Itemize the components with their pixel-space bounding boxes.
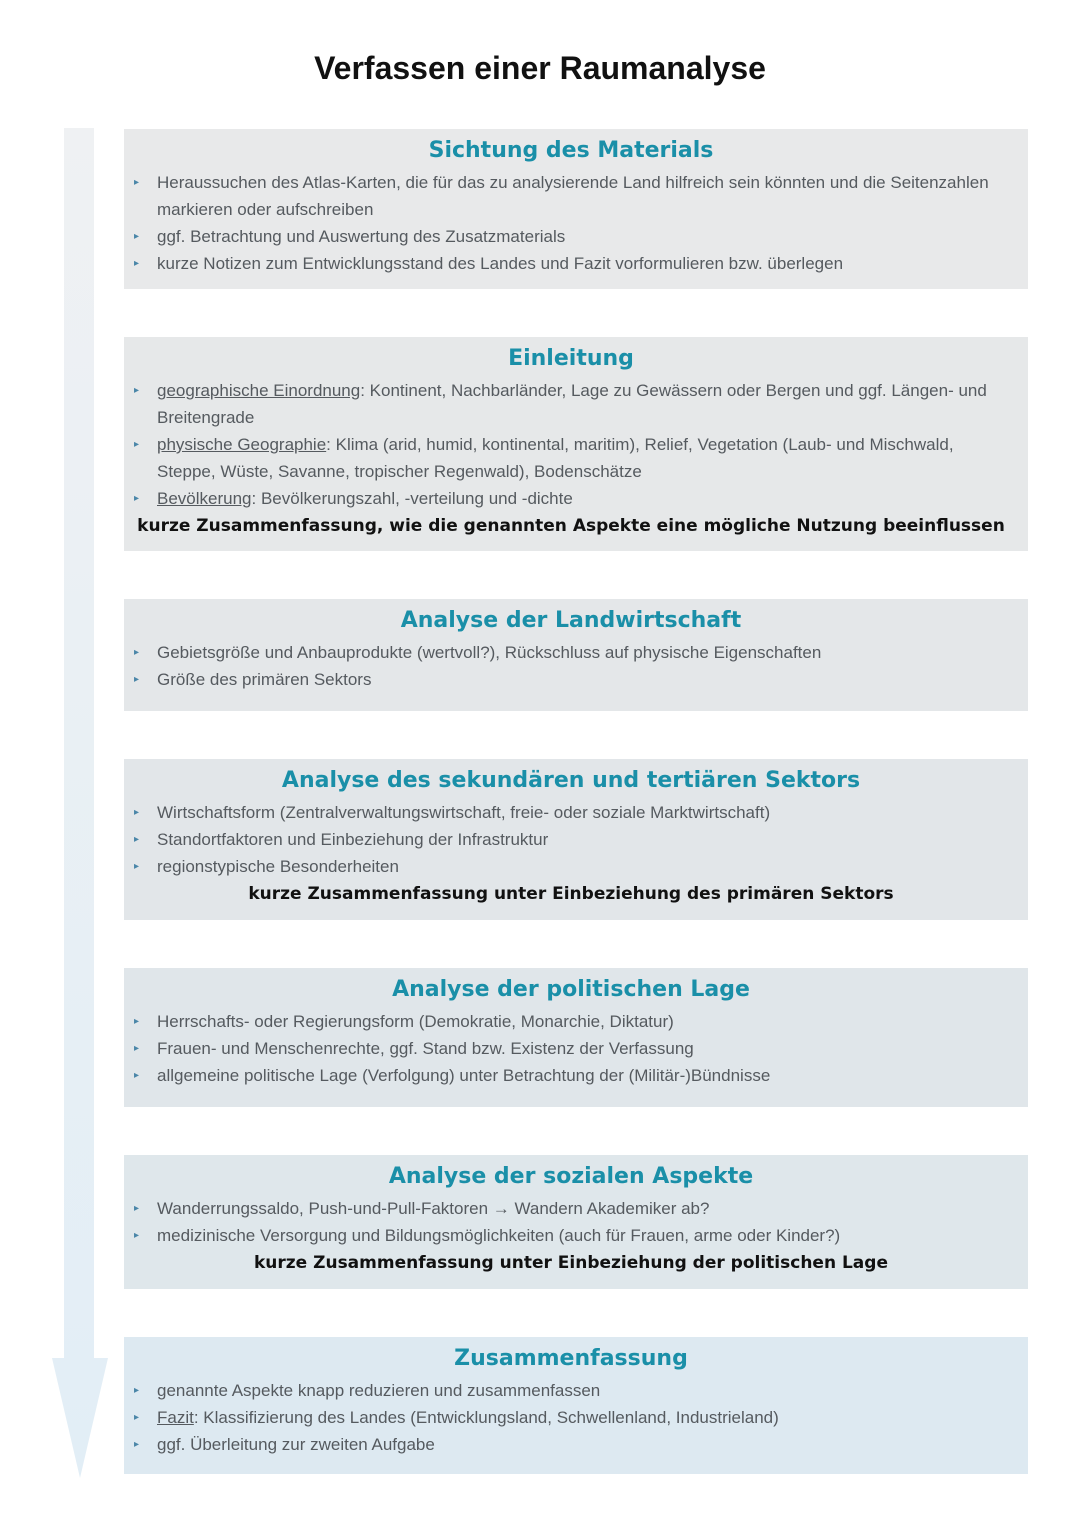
section-soziale-aspekte xyxy=(124,1155,1028,1289)
item-list xyxy=(134,1377,1008,1458)
section-sekundaer-tertiaer xyxy=(124,759,1028,920)
list-item xyxy=(134,250,1008,277)
page-title: Verfassen einer Raumanalyse xyxy=(314,50,766,86)
bullet-icon: ▸ xyxy=(134,647,140,658)
bullet-icon: ▸ xyxy=(134,177,140,188)
list-item xyxy=(134,377,1008,431)
section-zusammenfassung xyxy=(124,1337,1028,1474)
list-item xyxy=(134,1377,1008,1404)
bullet-icon: ▸ xyxy=(134,1439,140,1450)
list-item xyxy=(134,853,1008,880)
section-title: Analyse des sekundären und tertiären Sektors xyxy=(281,768,861,793)
list-item xyxy=(134,799,1008,826)
item-text: medizinische Versorgung und Bildungsmöglichkeiten (auch für Frauen, arme oder Kinder?) xyxy=(157,1226,841,1245)
item-text: Gebietsgröße und Anbauprodukte (wertvoll?), Rückschluss auf physische Eigenschaften xyxy=(157,643,822,662)
item-text: genannte Aspekte knapp reduzieren und zusammenfassen xyxy=(157,1381,601,1400)
bullet-icon: ▸ xyxy=(134,258,140,269)
list-item xyxy=(134,1431,1008,1458)
item-text: kurze Notizen zum Entwicklungsstand des Landes und Fazit vorformulieren bzw. überlegen xyxy=(157,254,844,273)
item-key: Fazit xyxy=(157,1408,194,1427)
item-key: geographische Einordnung xyxy=(157,381,361,400)
bullet-icon: ▸ xyxy=(134,1385,140,1396)
bullet-icon: ▸ xyxy=(134,1412,140,1423)
list-item xyxy=(134,485,1008,512)
bullet-icon: ▸ xyxy=(134,493,140,504)
item-list xyxy=(134,639,1008,693)
item-text: ggf. Überleitung zur zweiten Aufgabe xyxy=(157,1435,435,1454)
item-text: : Klima (arid, humid, kontinental, maritim), Relief, Vegetation (Laub- und Mischwald, Steppe, Wüste, Savanne, tropischer Regenwald), Bodenschätze xyxy=(157,435,954,481)
flow-arrow-icon xyxy=(52,128,108,1478)
item-list xyxy=(134,1195,1008,1249)
section-title: Analyse der Landwirtschaft xyxy=(400,608,742,633)
item-text: : Bevölkerungszahl, -verteilung und -dichte xyxy=(251,489,573,508)
bullet-icon: ▸ xyxy=(134,1043,140,1054)
bullet-icon: ▸ xyxy=(134,674,140,685)
list-item xyxy=(134,1035,1008,1062)
bullet-icon: ▸ xyxy=(134,231,140,242)
bullet-icon: ▸ xyxy=(134,1203,140,1214)
bullet-icon: ▸ xyxy=(134,861,140,872)
list-item xyxy=(134,431,1008,485)
list-item xyxy=(134,223,1008,250)
bullet-icon: ▸ xyxy=(134,1230,140,1241)
item-text: allgemeine politische Lage (Verfolgung) unter Betrachtung der (Militär-)Bündnisse xyxy=(157,1066,771,1085)
bullet-icon: ▸ xyxy=(134,1016,140,1027)
list-item xyxy=(134,1222,1008,1249)
bullet-icon: ▸ xyxy=(134,807,140,818)
item-text: Standortfaktoren und Einbeziehung der Infrastruktur xyxy=(157,830,549,849)
section-summary: kurze Zusammenfassung unter Einbeziehung des primären Sektors xyxy=(248,884,894,904)
item-list xyxy=(134,169,1008,277)
item-list xyxy=(134,799,1008,880)
item-text: Heraussuchen des Atlas-Karten, die für das zu analysierende Land hilfreich sein könnten und die Seitenzahlen markieren oder aufschreiben xyxy=(157,173,989,219)
section-einleitung xyxy=(124,337,1028,551)
bullet-icon: ▸ xyxy=(134,1070,140,1081)
item-text: regionstypische Besonderheiten xyxy=(157,857,399,876)
section-landwirtschaft xyxy=(124,599,1028,711)
list-item xyxy=(134,826,1008,853)
item-text: Herrschafts- oder Regierungsform (Demokratie, Monarchie, Diktatur) xyxy=(157,1012,674,1031)
item-text: Wanderrungssaldo, Push-und-Pull-Faktoren → Wandern Akademiker ab? xyxy=(157,1199,710,1218)
item-key: Bevölkerung xyxy=(157,489,252,508)
item-list xyxy=(134,377,1008,512)
section-summary: kurze Zusammenfassung, wie die genannten Aspekte eine mögliche Nutzung beeinflussen xyxy=(137,516,1005,536)
item-text: : Klassifizierung des Landes (Entwicklungsland, Schwellenland, Industrieland) xyxy=(193,1408,779,1427)
bullet-icon: ▸ xyxy=(134,834,140,845)
list-item xyxy=(134,169,1008,223)
list-item xyxy=(134,1195,1008,1222)
item-key: physische Geographie xyxy=(157,435,327,454)
section-title: Analyse der politischen Lage xyxy=(392,977,750,1002)
bullet-icon: ▸ xyxy=(134,385,140,396)
section-sichtung xyxy=(124,129,1028,289)
section-summary: kurze Zusammenfassung unter Einbeziehung der politischen Lage xyxy=(254,1253,888,1273)
item-text: Größe des primären Sektors xyxy=(157,670,372,689)
item-list xyxy=(134,1008,1008,1089)
item-text: Wirtschaftsform (Zentralverwaltungswirtschaft, freie- oder soziale Marktwirtschaft) xyxy=(157,803,771,822)
section-title: Einleitung xyxy=(508,346,634,371)
item-text: Frauen- und Menschenrechte, ggf. Stand bzw. Existenz der Verfassung xyxy=(157,1039,694,1058)
item-text: : Kontinent, Nachbarländer, Lage zu Gewässern oder Bergen und ggf. Längen- und Breitengrade xyxy=(157,381,987,427)
list-item xyxy=(134,639,1008,666)
list-item xyxy=(134,1404,1008,1431)
section-politische-lage xyxy=(124,968,1028,1107)
list-item xyxy=(134,1062,1008,1089)
list-item xyxy=(134,666,1008,693)
section-title: Zusammenfassung xyxy=(454,1346,688,1371)
section-title: Analyse der sozialen Aspekte xyxy=(388,1164,754,1189)
section-title: Sichtung des Materials xyxy=(428,138,714,163)
list-item xyxy=(134,1008,1008,1035)
item-text: ggf. Betrachtung und Auswertung des Zusatzmaterials xyxy=(157,227,566,246)
bullet-icon: ▸ xyxy=(134,439,140,450)
